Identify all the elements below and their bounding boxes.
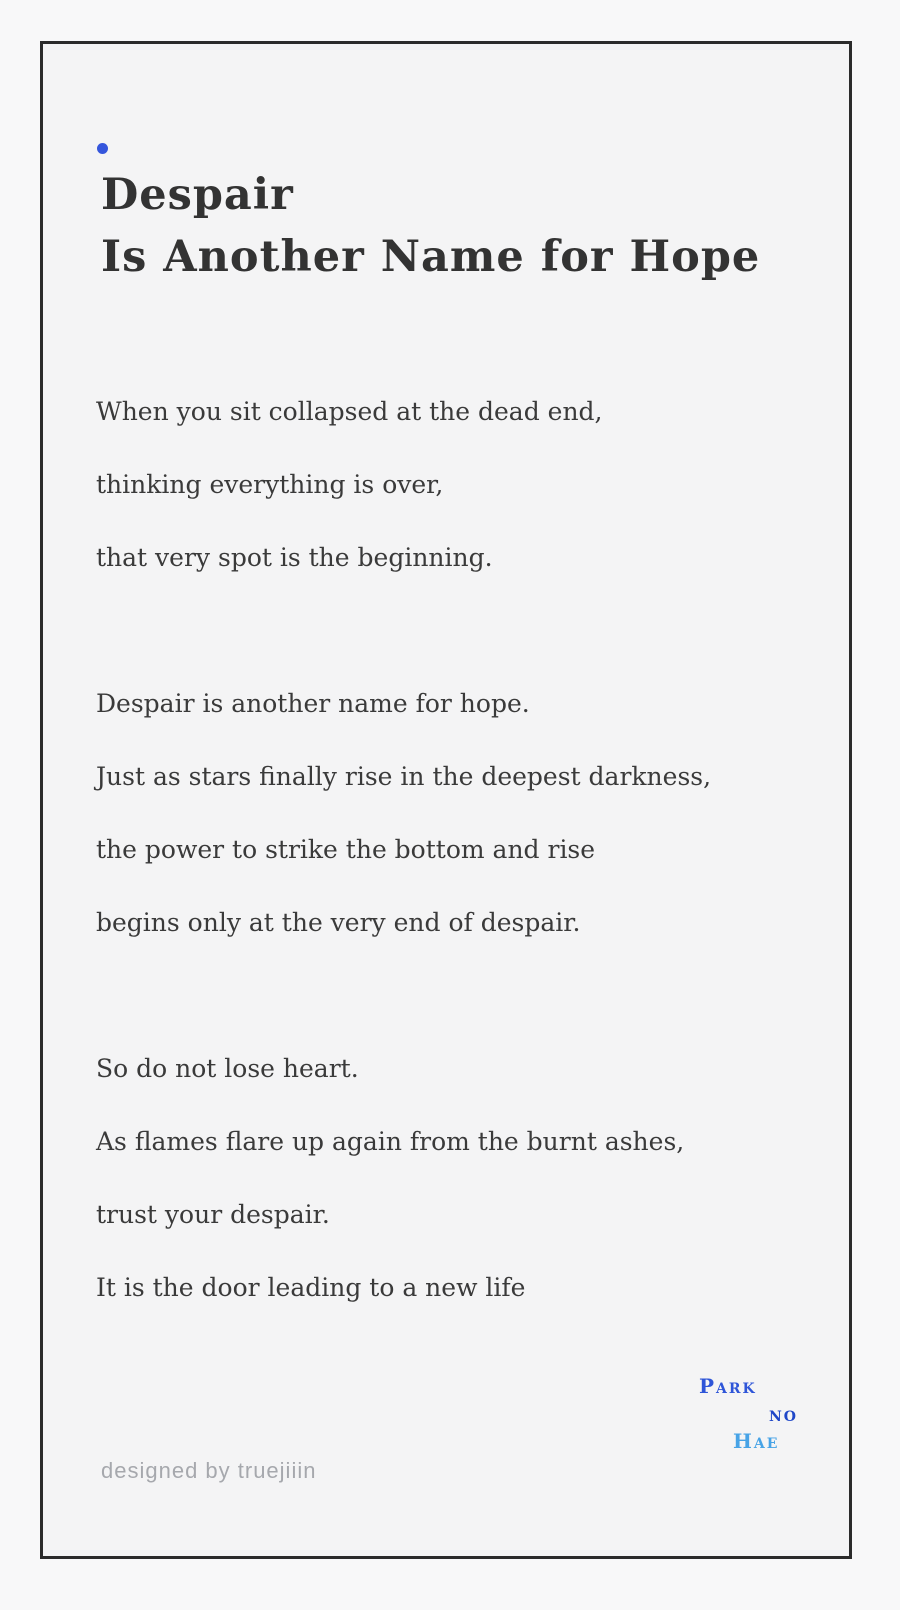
signature-line-3: Hae [733, 1429, 780, 1453]
poem-line: When you sit collapsed at the dead end, [96, 397, 603, 426]
stanza-3 [96, 1049, 711, 1341]
title-line-2: Is Another Name for Hope [101, 232, 761, 282]
poem-line: the power to strike the bottom and rise [96, 835, 596, 864]
author-signature [653, 1374, 803, 1464]
designer-credit: designed by truejiiin [101, 1458, 317, 1483]
stanza-divider [96, 976, 711, 1049]
poem-line: Despair is another name for hope. [96, 689, 530, 718]
poem-line: Just as stars finally rise in the deepest darkness, [96, 762, 712, 791]
title-line-1: Despair [101, 170, 294, 220]
stanza-divider [96, 611, 711, 684]
poem-title [101, 164, 760, 288]
signature-line-2: no [769, 1402, 798, 1426]
signature-line-1: Park [699, 1374, 757, 1398]
poem-line: As flames flare up again from the burnt ashes, [96, 1127, 685, 1156]
poem-line: begins only at the very end of despair. [96, 908, 581, 937]
poem-line: thinking everything is over, [96, 470, 444, 499]
poem-line: It is the door leading to a new life [96, 1273, 526, 1302]
stanza-1 [96, 392, 711, 611]
poem-line: trust your despair. [96, 1200, 330, 1229]
poem-body [96, 392, 711, 1341]
poem-line: So do not lose heart. [96, 1054, 359, 1083]
stanza-2 [96, 684, 711, 976]
poem-line: that very spot is the beginning. [96, 543, 493, 572]
accent-dot-icon [97, 143, 108, 154]
poem-card [40, 41, 852, 1559]
